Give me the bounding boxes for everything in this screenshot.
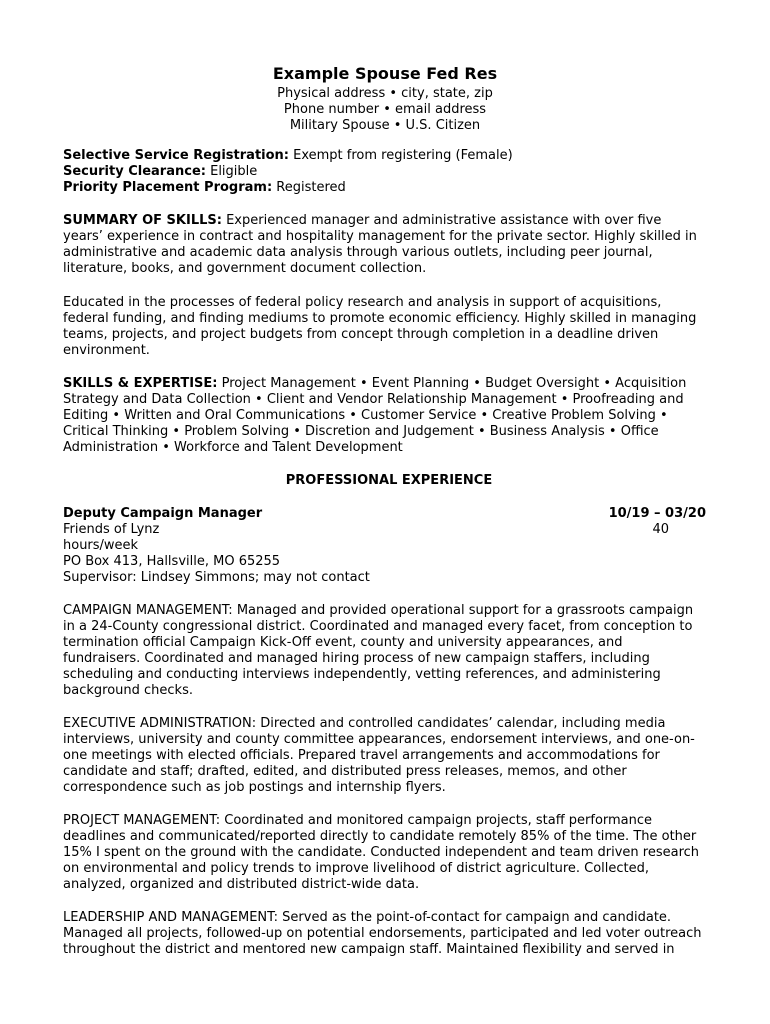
priority-placement-line [63, 180, 713, 196]
duty-campaign-management [63, 603, 713, 699]
employer-row [63, 522, 706, 538]
skills-line: Strategy and Data Collection • Client and Vendor Relationship Management • Proofreading and [63, 392, 684, 407]
employer-address: PO Box 413, Hallsville, MO 65255 [63, 554, 281, 569]
summary-text: Experienced manager and administrative assistance with over five [221, 213, 662, 228]
skills-expertise [63, 376, 713, 456]
skills-line [63, 376, 713, 392]
eligibility-block [63, 148, 713, 196]
duty-line: LEADERSHIP AND MANAGEMENT: Served as the point-of-contact for campaign and candidate. [63, 910, 672, 925]
priority-placement-label: Priority Placement Program: [63, 180, 273, 195]
duty-line: candidate and staff; drafted, edited, and distributed press releases, memos, and other [63, 764, 627, 779]
applicant-name: Example Spouse Fed Res [272, 64, 498, 83]
priority-placement-value: Registered [272, 180, 346, 195]
skills-line: Editing • Written and Oral Communications • Customer Service • Creative Problem Solving • [63, 408, 668, 423]
duty-line: on environmental and policy trends to improve livelihood of district agriculture. Collected, [63, 861, 650, 876]
duty-line: analyzed, organized and distributed district-wide data. [63, 877, 420, 892]
job-details [63, 538, 713, 586]
duty-line: deadlines and communicated/reported directly to candidate remotely 85% of the time. The other [63, 829, 697, 844]
duty-line: one meetings with elected officials. Prepared travel arrangements and accommodations for [63, 748, 660, 763]
summary-label: SUMMARY OF SKILLS: [63, 213, 222, 228]
summary-line: years’ experience in contract and hospitality management for the private sector. Highly skilled in [63, 229, 697, 244]
status-line: Military Spouse • U.S. Citizen [289, 118, 481, 133]
paragraph-line: environment. [63, 343, 150, 358]
duty-line: Managed all projects, followed-up on potential endorsements, participated and led voter outreach [63, 926, 702, 941]
duty-line: in a 24-County congressional district. Coordinated and managed every facet, from conception to [63, 619, 693, 634]
security-clearance-label: Security Clearance: [63, 164, 206, 179]
summary-line [63, 213, 713, 229]
education-paragraph [63, 295, 713, 359]
security-clearance-value: Eligible [205, 164, 258, 179]
duty-line: 15% I spent on the ground with the candidate. Conducted independent and team driven research [63, 845, 700, 860]
summary-of-skills [63, 213, 713, 277]
resume-header [0, 64, 770, 134]
job-title: Deputy Campaign Manager [63, 506, 263, 521]
skills-line: Critical Thinking • Problem Solving • Discretion and Judgement • Business Analysis • Office [63, 424, 659, 439]
duty-line: throughout the district and mentored new campaign staff. Maintained flexibility and served in [63, 942, 675, 957]
duty-leadership-management [63, 910, 713, 958]
duty-line: CAMPAIGN MANAGEMENT: Managed and provided operational support for a grassroots campaign [63, 603, 694, 618]
paragraph-line: Educated in the processes of federal policy research and analysis in support of acquisitions, [63, 295, 662, 310]
paragraph-line: federal funding, and finding mediums to promote economic efficiency. Highly skilled in managing [63, 311, 697, 326]
skills-line: Administration • Workforce and Talent Development [63, 440, 403, 455]
professional-experience-heading: PROFESSIONAL EXPERIENCE [285, 473, 493, 488]
summary-line: administrative and academic data analysis through various outlets, including peer journal, [63, 245, 653, 260]
duty-line: correspondence such as job postings and internship flyers. [63, 780, 446, 795]
job-title-row [63, 506, 706, 522]
selective-service-label: Selective Service Registration: [63, 148, 289, 163]
summary-line: literature, books, and government document collection. [63, 261, 427, 276]
address-line: Physical address • city, state, zip [277, 86, 493, 101]
hours-unit: hours/week [63, 538, 139, 553]
security-clearance-line [63, 164, 713, 180]
duty-project-management [63, 813, 713, 893]
paragraph-line: teams, projects, and project budgets from concept through completion in a deadline driven [63, 327, 659, 342]
job-dates: 10/19 – 03/20 [608, 506, 706, 521]
phone-email-line: Phone number • email address [283, 102, 487, 117]
skills-label: SKILLS & EXPERTISE: [63, 376, 218, 391]
duty-line: EXECUTIVE ADMINISTRATION: Directed and controlled candidates’ calendar, including media [63, 716, 666, 731]
employer-name: Friends of Lynz [63, 522, 160, 537]
duty-executive-administration [63, 716, 713, 796]
duty-line: termination official Campaign Kick-Off event, county and university appearances, and [63, 635, 623, 650]
hours-number: 40 [652, 522, 669, 537]
selective-service-line [63, 148, 713, 164]
duty-line: scheduling and conducting interviews independently, vetting references, and administering [63, 667, 661, 682]
supervisor-line: Supervisor: Lindsey Simmons; may not contact [63, 570, 370, 585]
duty-line: interviews, university and county committee appearances, endorsement interviews, and one-on- [63, 732, 695, 747]
selective-service-value: Exempt from registering (Female) [289, 148, 513, 163]
duty-line: fundraisers. Coordinated and managed hiring process of new campaign staffers, including [63, 651, 650, 666]
skills-text: Project Management • Event Planning • Budget Oversight • Acquisition [217, 376, 687, 391]
duty-line: background checks. [63, 683, 193, 698]
duty-line: PROJECT MANAGEMENT: Coordinated and monitored campaign projects, staff performance [63, 813, 653, 828]
